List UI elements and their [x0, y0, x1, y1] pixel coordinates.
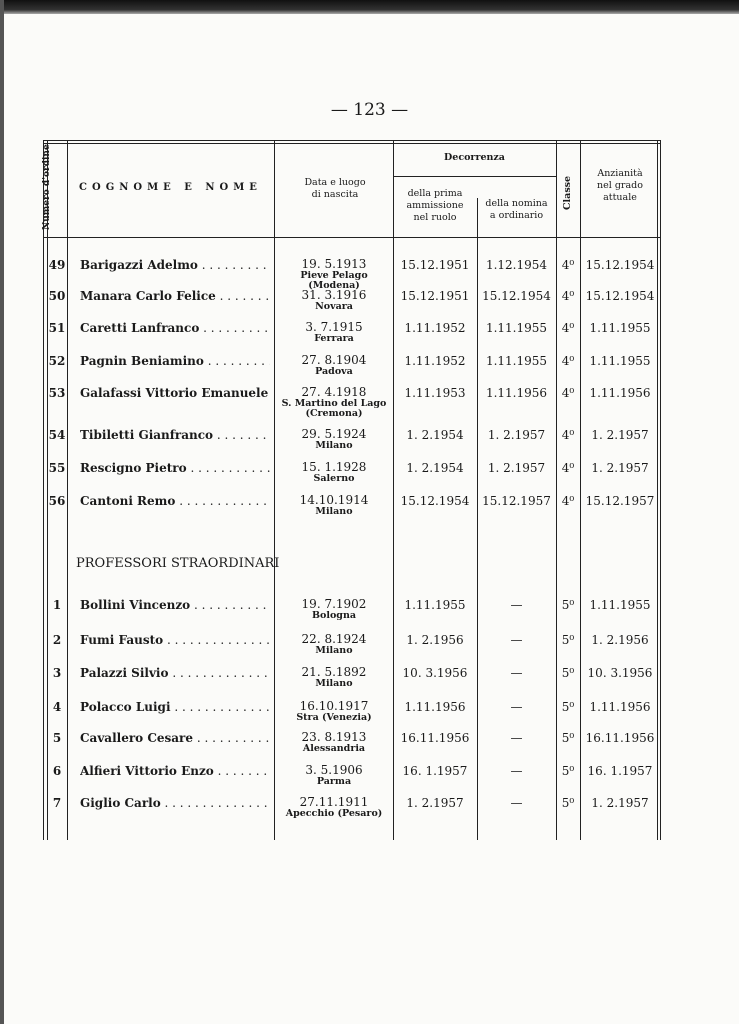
birth-date: 16.10.1917	[299, 699, 369, 713]
birth-place: Alessandria	[302, 743, 366, 754]
birth-date: 19. 5.1913	[301, 257, 367, 271]
birth-date: 27. 4.1918	[301, 385, 367, 399]
birth-date: 23. 8.1913	[301, 730, 367, 744]
row-classe: 5⁰	[561, 700, 575, 714]
birth-date: 29. 5.1924	[301, 427, 367, 441]
scan-edge	[0, 0, 739, 14]
table-row	[0, 321, 739, 351]
row-prima: 1. 2.1956	[406, 633, 464, 647]
row-prima: 16. 1.1957	[402, 764, 468, 778]
row-prima: 15.12.1951	[400, 289, 470, 303]
birth-place: Milano	[315, 506, 353, 517]
row-classe: 4⁰	[561, 494, 575, 508]
row-name: Tibiletti Gianfranco . . .	[80, 428, 270, 442]
row-nomina: 1. 2.1957	[487, 461, 546, 475]
row-name: Barigazzi Adelmo . . .	[80, 258, 270, 272]
row-name: Cavallero Cesare . . .	[80, 731, 270, 745]
row-birth	[275, 700, 393, 723]
row-prima: 1.11.1952	[404, 321, 466, 335]
header-nascita: Data e luogo di nascita	[304, 177, 366, 200]
table-row	[0, 289, 739, 319]
row-birth	[275, 494, 393, 517]
row-prima: 1.11.1952	[404, 354, 466, 368]
row-birth	[275, 731, 393, 754]
row-nomina: 1.11.1955	[485, 354, 548, 368]
row-prima: 15.12.1951	[400, 258, 470, 272]
table-row	[0, 257, 739, 291]
row-classe: 4⁰	[561, 386, 575, 400]
birth-place: Pieve Pelago (Modena)	[300, 270, 368, 291]
header-decorrenza: Decorrenza	[444, 152, 505, 163]
page-number: — 123 —	[330, 100, 409, 120]
header-numero: Numero d'ordine	[42, 144, 52, 230]
birth-date: 31. 3.1916	[301, 288, 367, 302]
row-nomina: —	[510, 633, 523, 647]
header-prima: della prima ammissione nel ruolo	[406, 188, 464, 223]
row-nomina: 1.11.1956	[485, 386, 548, 400]
row-anzianita: 1. 2.1957	[591, 428, 649, 442]
row-birth	[275, 461, 393, 484]
row-number: 52	[48, 354, 66, 368]
row-anzianita: 15.12.1957	[585, 494, 655, 508]
birth-place: Salerno	[313, 473, 355, 484]
birth-date: 14.10.1914	[299, 493, 369, 507]
row-prima: 1.11.1953	[404, 386, 466, 400]
row-anzianita: 1.11.1955	[589, 598, 651, 612]
row-prima: 1. 2.1954	[406, 428, 464, 442]
birth-date: 15. 1.1928	[301, 460, 367, 474]
row-anzianita: 15.12.1954	[585, 258, 655, 272]
table-row	[0, 354, 739, 384]
row-nomina: 1.12.1954	[485, 258, 548, 272]
birth-date: 21. 5.1892	[301, 665, 367, 679]
row-name: Polacco Luigi . . .	[80, 700, 270, 714]
row-nomina: —	[510, 731, 523, 745]
birth-place: Milano	[315, 678, 353, 689]
section-title: PROFESSORI STRAORDINARI	[76, 556, 280, 571]
row-nomina: —	[510, 700, 523, 714]
row-name: Pagnin Beniamino . . .	[80, 354, 270, 368]
table-row	[0, 633, 739, 663]
row-birth	[275, 321, 393, 344]
row-classe: 5⁰	[561, 731, 575, 745]
row-classe: 5⁰	[561, 796, 575, 810]
row-birth	[275, 354, 393, 377]
birth-place: Milano	[315, 645, 353, 656]
row-name: Alfieri Vittorio Enzo . . .	[80, 764, 270, 778]
row-number: 56	[48, 494, 66, 508]
row-birth	[275, 796, 393, 819]
row-nomina: 15.12.1957	[482, 494, 551, 508]
row-anzianita: 1.11.1955	[589, 321, 651, 335]
row-birth	[275, 633, 393, 656]
table-row	[0, 764, 739, 794]
row-prima: 1.11.1955	[404, 598, 466, 612]
row-anzianita: 1.11.1956	[589, 700, 651, 714]
header-nomina: della nomina a ordinario	[485, 198, 548, 221]
row-anzianita: 10. 3.1956	[587, 666, 653, 680]
row-classe: 4⁰	[561, 461, 575, 475]
row-birth	[275, 386, 393, 419]
row-name: Caretti Lanfranco . . .	[80, 321, 270, 335]
row-name: Fumi Fausto . . .	[80, 633, 270, 647]
row-classe: 5⁰	[561, 666, 575, 680]
row-anzianita: 1. 2.1956	[591, 633, 649, 647]
row-birth	[275, 258, 393, 291]
row-name: Bollini Vincenzo . . .	[80, 598, 270, 612]
table-row	[0, 385, 739, 419]
birth-date: 19. 7.1902	[301, 597, 367, 611]
row-birth	[275, 598, 393, 621]
row-number: 51	[48, 321, 66, 335]
row-number: 7	[52, 796, 62, 810]
birth-place: Stra (Venezia)	[296, 712, 372, 723]
birth-place: Milano	[315, 440, 353, 451]
table-row	[0, 494, 739, 524]
row-anzianita: 1.11.1956	[589, 386, 651, 400]
row-nomina: —	[510, 598, 523, 612]
table-row	[0, 731, 739, 761]
row-prima: 1.11.1956	[404, 700, 466, 714]
row-classe: 4⁰	[561, 321, 575, 335]
row-number: 1	[52, 598, 62, 612]
row-name: Galafassi Vittorio Emanuele . . .	[80, 386, 270, 400]
birth-place: Novara	[315, 301, 353, 312]
table-row	[0, 666, 739, 696]
row-anzianita: 16.11.1956	[585, 731, 655, 745]
row-nomina: 15.12.1954	[482, 289, 551, 303]
row-anzianita: 1. 2.1957	[591, 796, 649, 810]
row-number: 5	[52, 731, 62, 745]
row-nomina: —	[510, 666, 523, 680]
row-prima: 15.12.1954	[400, 494, 470, 508]
row-anzianita: 16. 1.1957	[587, 764, 653, 778]
header-classe: Classe	[562, 175, 573, 210]
row-prima: 16.11.1956	[400, 731, 470, 745]
row-number: 54	[48, 428, 66, 442]
birth-place: Parma	[316, 776, 352, 787]
row-anzianita: 1. 2.1957	[591, 461, 649, 475]
row-name: Manara Carlo Felice . . .	[80, 289, 270, 303]
birth-place: Padova	[315, 366, 353, 377]
row-number: 3	[52, 666, 62, 680]
row-name: Palazzi Silvio . . .	[80, 666, 270, 680]
birth-date: 27.11.1911	[299, 795, 369, 809]
birth-place: Bologna	[311, 610, 357, 621]
row-number: 4	[52, 700, 62, 714]
birth-place: Apecchio (Pesaro)	[285, 808, 383, 819]
row-number: 53	[48, 386, 66, 400]
row-classe: 5⁰	[561, 633, 575, 647]
header-anzianita: Anzianità nel grado attuale	[597, 168, 643, 203]
row-number: 6	[52, 764, 62, 778]
row-nomina: 1. 2.1957	[487, 428, 546, 442]
birth-date: 3. 5.1906	[305, 763, 363, 777]
row-number: 55	[48, 461, 66, 475]
row-birth	[275, 764, 393, 787]
row-number: 50	[48, 289, 66, 303]
birth-place: S. Martino del Lago (Cremona)	[281, 398, 387, 419]
row-birth	[275, 428, 393, 451]
table-row	[0, 461, 739, 491]
row-nomina: —	[510, 764, 523, 778]
birth-place: Ferrara	[314, 333, 354, 344]
row-prima: 1. 2.1957	[406, 796, 464, 810]
row-number: 49	[48, 258, 66, 272]
row-classe: 5⁰	[561, 598, 575, 612]
row-birth	[275, 666, 393, 689]
row-anzianita: 1.11.1955	[589, 354, 651, 368]
row-nomina: 1.11.1955	[485, 321, 548, 335]
row-nomina: —	[510, 796, 523, 810]
row-classe: 4⁰	[561, 428, 575, 442]
row-prima: 10. 3.1956	[402, 666, 468, 680]
row-name: Cantoni Remo . . .	[80, 494, 270, 508]
row-classe: 5⁰	[561, 764, 575, 778]
row-anzianita: 15.12.1954	[585, 289, 655, 303]
row-name: Giglio Carlo . . .	[80, 796, 270, 810]
row-name: Rescigno Pietro . . .	[80, 461, 270, 475]
birth-date: 27. 8.1904	[301, 353, 367, 367]
row-classe: 4⁰	[561, 258, 575, 272]
row-birth	[275, 289, 393, 312]
header-nome: COGNOME E NOME	[79, 182, 262, 193]
table-row	[0, 598, 739, 628]
table-row	[0, 796, 739, 826]
row-number: 2	[52, 633, 62, 647]
table-row	[0, 700, 739, 730]
birth-date: 3. 7.1915	[305, 320, 363, 334]
row-classe: 4⁰	[561, 354, 575, 368]
row-classe: 4⁰	[561, 289, 575, 303]
table-row	[0, 428, 739, 458]
row-prima: 1. 2.1954	[406, 461, 464, 475]
birth-date: 22. 8.1924	[301, 632, 367, 646]
